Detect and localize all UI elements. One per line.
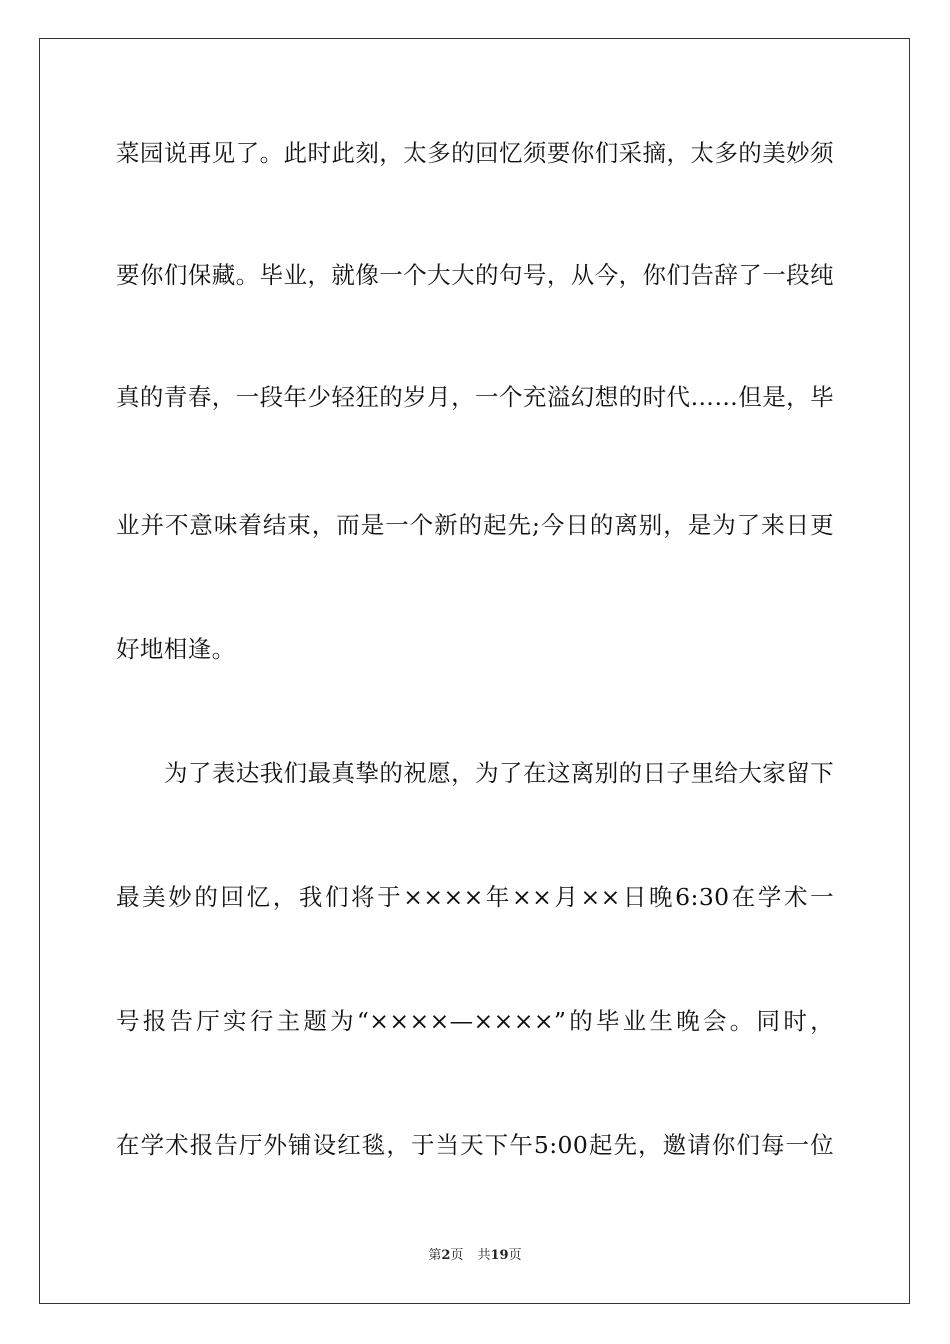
page-border — [39, 38, 910, 1304]
paragraph-line-3: 真的青春，一段年少轻狂的岁月，一个充溢幻想的时代……但是，毕 — [116, 383, 834, 411]
paragraph-line-6: 为了表达我们最真挚的祝愿，为了在这离别的日子里给大家留下 — [164, 759, 834, 787]
paragraph-line-5: 好地相逢。 — [116, 635, 236, 663]
page-footer — [0, 1247, 950, 1265]
paragraph-line-4: 业并不意味着结束，而是一个新的起先;今日的离别，是为了来日更 — [116, 511, 834, 539]
paragraph-line-1: 菜园说再见了。此时此刻，太多的回忆须要你们采摘，太多的美妙须 — [116, 139, 834, 167]
page-number: 2 — [441, 1248, 451, 1263]
paragraph-line-8: 号报告厅实行主题为“××××—××××”的毕业生晚会。同时， — [116, 1007, 834, 1035]
total-suffix: 页 — [508, 1248, 522, 1263]
paragraph-line-2: 要你们保藏。毕业，就像一个大大的句号，从今，你们告辞了一段纯 — [116, 261, 834, 289]
total-pages: 19 — [490, 1248, 509, 1263]
paragraph-line-9: 在学术报告厅外铺设红毯，于当天下午5:00起先，邀请你们每一位 — [116, 1131, 834, 1159]
total-prefix: 共 — [477, 1248, 491, 1263]
page-prefix: 第 — [428, 1248, 442, 1263]
page-suffix: 页 — [450, 1248, 464, 1263]
paragraph-line-7: 最美妙的回忆，我们将于××××年××月××日晚6:30在学术一 — [116, 883, 834, 911]
